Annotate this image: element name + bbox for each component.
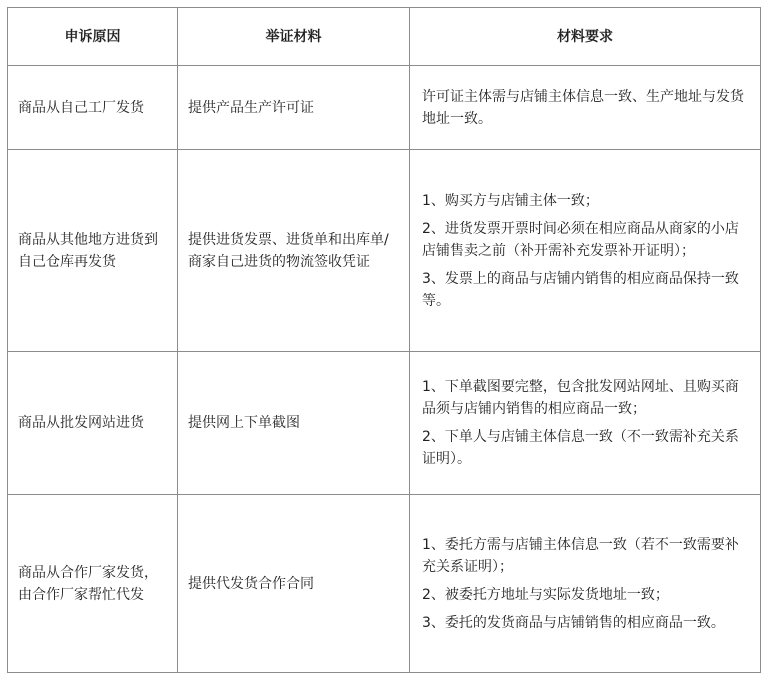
table-header-row	[8, 8, 761, 66]
table-row	[8, 66, 761, 150]
header-material-requirement: 材料要求	[410, 8, 761, 66]
table-row	[8, 495, 761, 673]
requirements-cell	[410, 352, 761, 495]
requirement-item: 1、下单截图要完整，包含批发网站网址、且购买商品须与店铺内销售的相应商品一致；	[422, 379, 739, 417]
table-row	[8, 150, 761, 352]
header-evidence-material: 举证材料	[178, 8, 410, 66]
requirement-item: 许可证主体需与店铺主体信息一致、生产地址与发货地址一致。	[422, 88, 744, 127]
requirements-cell	[410, 495, 761, 673]
requirement-item: 2、进货发票开票时间必须在相应商品从商家的小店店铺售卖之前（补开需补充发票补开证明）；	[422, 220, 739, 259]
requirements-cell	[410, 66, 761, 150]
requirement-item: 2、下单人与店铺主体信息一致（不一致需补充关系证明）。	[422, 429, 739, 467]
appeal-reason-cell: 商品从其他地方进货到自己仓库再发货	[8, 150, 178, 352]
appeal-reason-cell: 商品从合作厂家发货，由合作厂家帮忙代发	[8, 495, 178, 673]
requirement-item: 1、委托方需与店铺主体信息一致（若不一致需要补充关系证明）；	[422, 536, 739, 575]
appeal-reason-cell: 商品从自己工厂发货	[8, 66, 178, 150]
requirements-cell	[410, 150, 761, 352]
table-row	[8, 352, 761, 495]
appeal-reason-cell: 商品从批发网站进货	[8, 352, 178, 495]
requirement-item: 3、委托的发货商品与店铺销售的相应商品一致。	[422, 614, 725, 631]
evidence-material-cell: 提供代发货合作合同	[178, 495, 410, 673]
requirement-item: 1、购买方与店铺主体一致；	[422, 192, 599, 209]
requirement-item: 2、被委托方地址与实际发货地址一致；	[422, 586, 669, 603]
header-appeal-reason: 申诉原因	[8, 8, 178, 66]
evidence-material-cell: 提供网上下单截图	[178, 352, 410, 495]
requirement-item: 3、发票上的商品与店铺内销售的相应商品保持一致等。	[422, 270, 739, 309]
evidence-material-cell: 提供进货发票、进货单和出库单/商家自己进货的物流签收凭证	[178, 150, 410, 352]
appeal-evidence-table	[7, 7, 761, 673]
evidence-material-cell: 提供产品生产许可证	[178, 66, 410, 150]
